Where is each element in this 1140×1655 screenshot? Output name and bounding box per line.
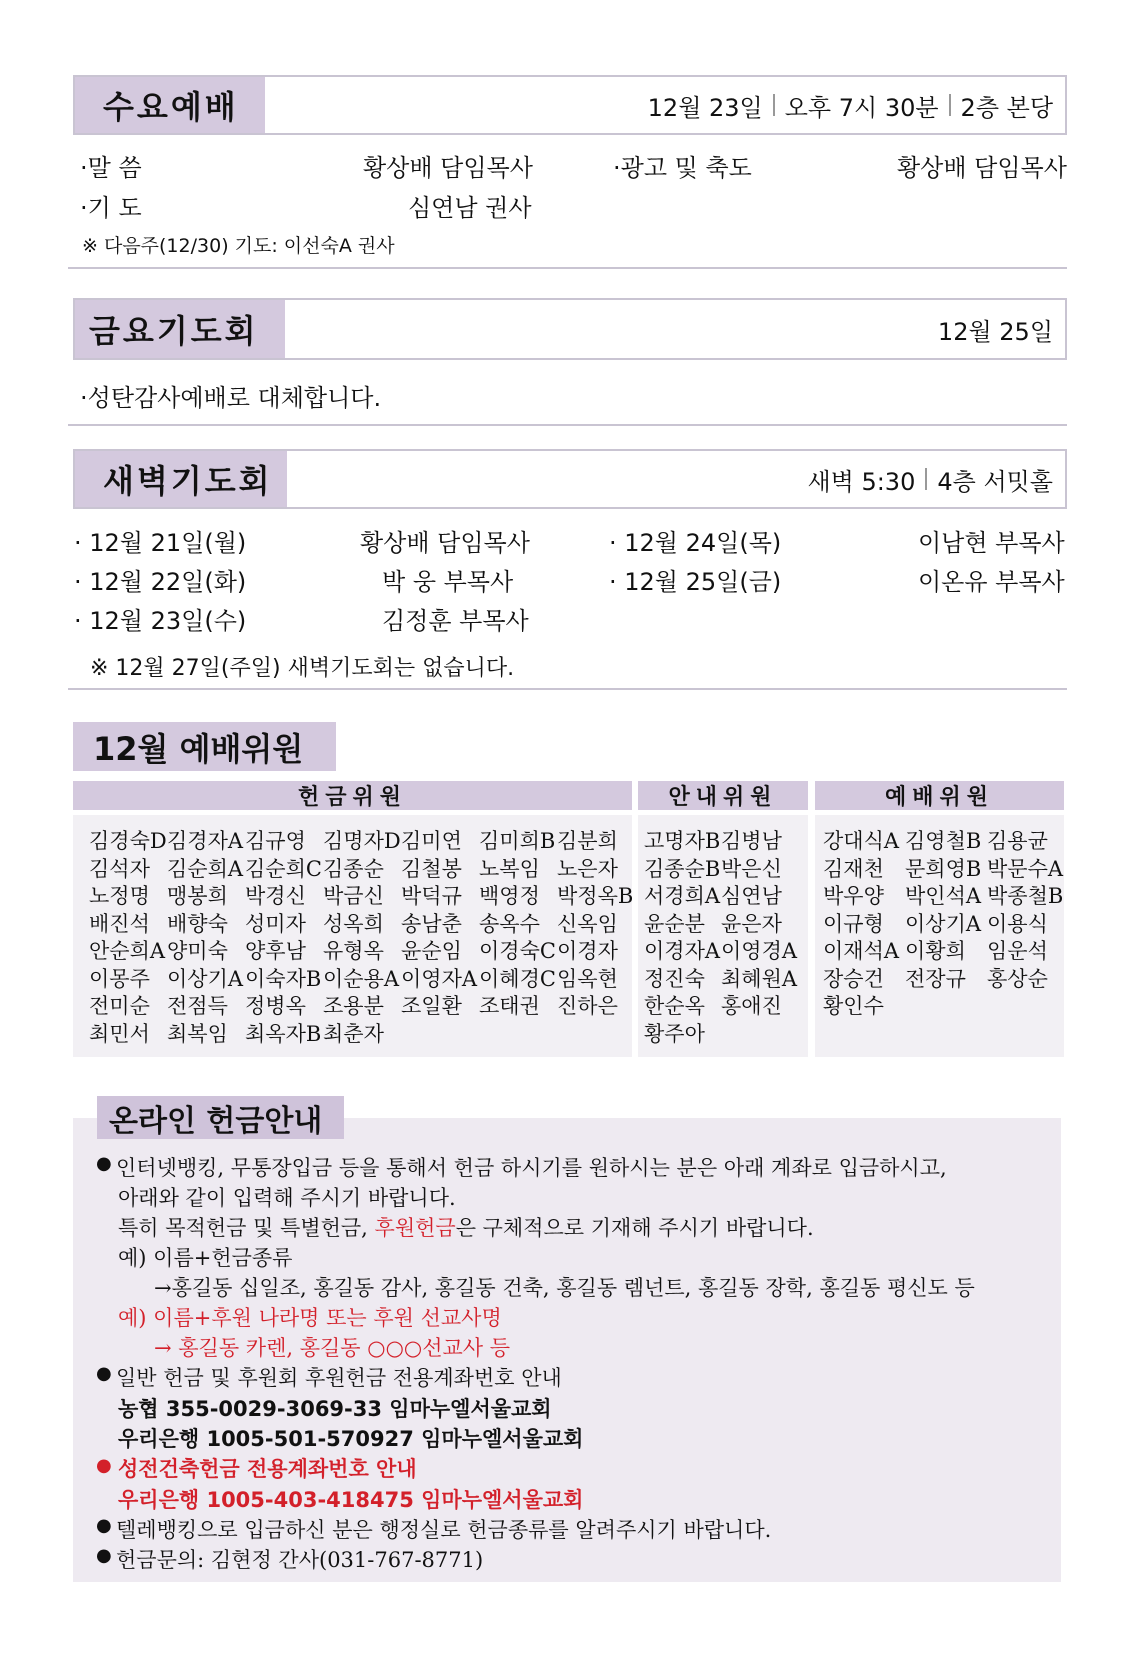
- committee-name: 이상기A: [167, 966, 244, 991]
- wednesday-info: [648, 77, 1053, 133]
- committee-name: 이경숙C: [479, 939, 556, 963]
- committee-name: 홍애진: [721, 994, 782, 1018]
- committee-name: 박금신: [323, 884, 384, 908]
- committee-name: 신옥임: [557, 911, 618, 936]
- notice-label: ·광고 및 축도: [613, 154, 752, 182]
- committee-name: 박종철B: [987, 884, 1064, 908]
- committee-name: 박인석A: [905, 884, 982, 908]
- committee-name: 이경자A: [644, 939, 721, 963]
- dawn-person-4: 이남현 부목사: [918, 529, 1065, 557]
- divider: [925, 468, 927, 490]
- committee-name: 박우양: [823, 884, 884, 908]
- committee-name: 임운석: [987, 939, 1048, 963]
- committee-name: 배향숙: [167, 911, 228, 936]
- account-nh: 농협 355-0029-3069-33 임마누엘서울교회: [118, 1397, 552, 1421]
- committee-name: 문희영B: [905, 856, 982, 881]
- committee-name: 이규형: [823, 911, 884, 936]
- committee-name: 황인수: [823, 994, 884, 1018]
- committee-name: 송남춘: [401, 911, 462, 936]
- committee-name: 박문수A: [987, 856, 1064, 881]
- section-divider: [68, 267, 1067, 269]
- committee-name: 임옥현: [557, 966, 618, 991]
- committee-name: 김용균: [987, 829, 1048, 853]
- committee-name: 노복임: [479, 856, 540, 881]
- online-line-3c: 은 구체적으로 기재해 주시기 바랍니다.: [455, 1216, 814, 1240]
- committee-name: 윤순임: [401, 939, 462, 963]
- committee-name: 조태권: [479, 994, 540, 1018]
- committee-name: 고명자B: [644, 829, 721, 853]
- committee-name: 김규영: [245, 829, 306, 853]
- friday-info: [938, 300, 1053, 358]
- wednesday-date: 12월 23일: [647, 93, 763, 122]
- committee-name: 성미자: [245, 911, 306, 936]
- committee-name: 이영경A: [721, 939, 798, 963]
- committee-name: 김재천: [823, 856, 884, 881]
- dawn-place: 4층 서밋홀: [937, 467, 1053, 496]
- friday-text: ·성탄감사예배로 대체합니다.: [80, 384, 382, 412]
- online-line-3: [118, 1212, 814, 1242]
- dawn-person-1: 황상배 담임목사: [360, 529, 530, 557]
- committee-name: 진하은: [557, 994, 618, 1018]
- dawn-title: 새벽기도회: [75, 451, 287, 507]
- committee-name: 배진석: [89, 911, 150, 936]
- prayer-person: 심연남 권사: [408, 194, 532, 222]
- prayer-label: ·기 도: [80, 194, 142, 222]
- committee-name: 이경자: [557, 939, 618, 963]
- committee-name: 이상기A: [905, 911, 982, 936]
- committee-name: 홍상순: [987, 966, 1048, 991]
- online-line-14: 헌금문의: 김현정 간사(031-767-8771): [116, 1548, 484, 1572]
- section-divider: [68, 688, 1067, 690]
- committee-name: 노정명: [89, 884, 150, 908]
- dawn-day-5: · 12월 25일(금): [609, 568, 782, 596]
- committee-name: 이순용A: [323, 966, 400, 991]
- committee-name: 조용분: [323, 994, 384, 1018]
- committee-name: 안순희A: [89, 939, 166, 963]
- committee-name: 이숙자B: [245, 966, 322, 991]
- wednesday-title: 수요예배: [75, 77, 265, 133]
- committee-name: 이혜경C: [479, 966, 556, 991]
- dawn-info: [807, 451, 1053, 507]
- committee-name: 양미숙: [167, 939, 228, 963]
- friday-header: [73, 298, 1067, 360]
- committee-name: 장승건: [823, 966, 884, 991]
- committee-name: 강대식A: [823, 829, 900, 853]
- committee-name: 김경숙D: [89, 829, 167, 853]
- dawn-person-5: 이온유 부목사: [918, 568, 1065, 596]
- online-line-7: → 홍길동 카렌, 홍길동 ○○○선교사 등: [154, 1336, 511, 1360]
- wednesday-time: 오후 7시 30분: [784, 93, 939, 122]
- dawn-person-3: 김정훈 부목사: [382, 607, 529, 635]
- dawn-note: ※ 12월 27일(주일) 새벽기도회는 없습니다.: [90, 656, 515, 681]
- committee-name: 박덕규: [401, 884, 462, 908]
- online-line-13: 텔레뱅킹으로 입금하신 분은 행정실로 헌금종류를 알려주시기 바랍니다.: [116, 1518, 772, 1542]
- committee-name: 맹봉희: [167, 884, 228, 908]
- committee-name: 이몽주: [89, 966, 150, 991]
- committee-name: 성옥희: [323, 911, 384, 936]
- dawn-time: 새벽 5:30: [807, 467, 916, 496]
- committee-name: 김분희: [557, 829, 618, 853]
- online-title: 온라인 헌금안내: [97, 1096, 344, 1139]
- worship-header: 예배위원: [815, 781, 1064, 810]
- friday-date: 12월 25일: [937, 317, 1053, 346]
- online-line-6: 예) 이름+후원 나라명 또는 후원 선교사명: [118, 1306, 502, 1330]
- section-divider: [68, 424, 1067, 426]
- committee-name: 전미순: [89, 994, 150, 1018]
- committee-name: 이재석A: [823, 939, 900, 963]
- sermon-person: 황상배 담임목사: [363, 154, 533, 182]
- online-line-1: 인터넷뱅킹, 무통장입금 등을 통해서 헌금 하시기를 원하시는 분은 아래 계좌로 입금하시고,: [116, 1156, 947, 1180]
- offering-header: 헌금위원: [73, 781, 632, 810]
- online-line-5: →홍길동 십일조, 홍길동 감사, 홍길동 건축, 홍길동 렘넌트, 홍길동 장학, 홍길동 평신도 등: [154, 1276, 975, 1300]
- dawn-day-1: · 12월 21일(월): [74, 529, 247, 557]
- committee-name: 김경자A: [167, 829, 244, 853]
- friday-title: 금요기도회: [75, 300, 285, 358]
- committee-name: 김명자D: [323, 829, 401, 853]
- committee-name: 최복임: [167, 1021, 228, 1046]
- bullet: ●: [96, 1363, 112, 1384]
- guide-header: 안내위원: [638, 781, 808, 810]
- committee-name: 윤은자: [721, 911, 782, 936]
- next-prayer-note: ※ 다음주(12/30) 기도: 이선숙A 권사: [82, 235, 395, 257]
- wednesday-place: 2층 본당: [960, 93, 1053, 122]
- online-line-4: 예) 이름+헌금종류: [118, 1246, 293, 1270]
- committee-name: 이황희: [905, 939, 966, 963]
- committee-name: 김석자: [89, 856, 150, 881]
- online-line-3a: 특히 목적헌금 및 특별헌금,: [118, 1216, 375, 1240]
- committee-name: 송옥수: [479, 911, 540, 936]
- notice-person: 황상배 담임목사: [897, 154, 1067, 182]
- dawn-day-4: · 12월 24일(목): [609, 529, 782, 557]
- online-line-11: 성전건축헌금 전용계좌번호 안내: [118, 1457, 417, 1481]
- committee-name: 박경신: [245, 884, 306, 908]
- committee-name: 이영자A: [401, 966, 478, 991]
- committee-name: 이용식: [987, 911, 1048, 936]
- committee-name: 서경희A: [644, 884, 721, 908]
- online-line-3b: 후원헌금: [374, 1216, 456, 1240]
- account-woori-1: 우리은행 1005-501-570927 임마누엘서울교회: [118, 1427, 584, 1451]
- divider: [949, 94, 951, 116]
- bullet: ●: [96, 1153, 112, 1174]
- committee-name: 김종순B: [644, 856, 721, 881]
- committee-name: 김종순: [323, 856, 384, 881]
- committee-name: 전장규: [905, 966, 966, 991]
- bullet: ●: [96, 1455, 112, 1476]
- committee-name: 양후남: [245, 939, 306, 963]
- committee-name: 전점득: [167, 994, 228, 1018]
- committee-name: 윤순분: [644, 911, 705, 936]
- sermon-label: ·말 씀: [80, 154, 142, 182]
- committee-name: 김미희B: [479, 829, 556, 853]
- dawn-header: [73, 449, 1067, 509]
- committee-name: 김영철B: [905, 829, 982, 853]
- committee-name: 조일환: [401, 994, 462, 1018]
- committee-name: 김철봉: [401, 856, 462, 881]
- online-line-8: 일반 헌금 및 후원회 후원헌금 전용계좌번호 안내: [116, 1366, 562, 1390]
- account-woori-2: 우리은행 1005-403-418475 임마누엘서울교회: [118, 1488, 584, 1512]
- dawn-day-2: · 12월 22일(화): [74, 568, 247, 596]
- committee-name: 최민서: [89, 1021, 150, 1046]
- committee-name: 정진숙: [644, 966, 705, 991]
- committee-name: 황주아: [644, 1021, 705, 1046]
- bullet: ●: [96, 1545, 112, 1566]
- committee-name: 김병남: [721, 829, 782, 853]
- dawn-person-2: 박 웅 부목사: [382, 568, 514, 596]
- committee-name: 노은자: [557, 856, 618, 881]
- committee-name: 최춘자: [323, 1021, 384, 1046]
- committee-name: 한순옥: [644, 994, 705, 1018]
- committee-title: 12월 예배위원: [73, 722, 336, 771]
- committee-name: 박은신: [721, 856, 782, 881]
- committee-name: 백영정: [479, 884, 540, 908]
- committee-name: 김순희A: [167, 856, 244, 881]
- committee-name: 심연남: [721, 884, 782, 908]
- dawn-day-3: · 12월 23일(수): [74, 607, 247, 635]
- committee-name: 유형옥: [323, 939, 384, 963]
- committee-name: 최옥자B: [245, 1021, 322, 1046]
- wednesday-header: [73, 75, 1067, 135]
- divider: [773, 94, 775, 116]
- committee-name: 김미연: [401, 829, 462, 853]
- committee-name: 최혜원A: [721, 966, 798, 991]
- committee-name: 정병옥: [245, 994, 306, 1018]
- online-line-2: 아래와 같이 입력해 주시기 바랍니다.: [118, 1186, 456, 1210]
- committee-name: 김순희C: [245, 856, 322, 881]
- committee-name: 박정옥B: [557, 884, 634, 908]
- bullet: ●: [96, 1515, 112, 1536]
